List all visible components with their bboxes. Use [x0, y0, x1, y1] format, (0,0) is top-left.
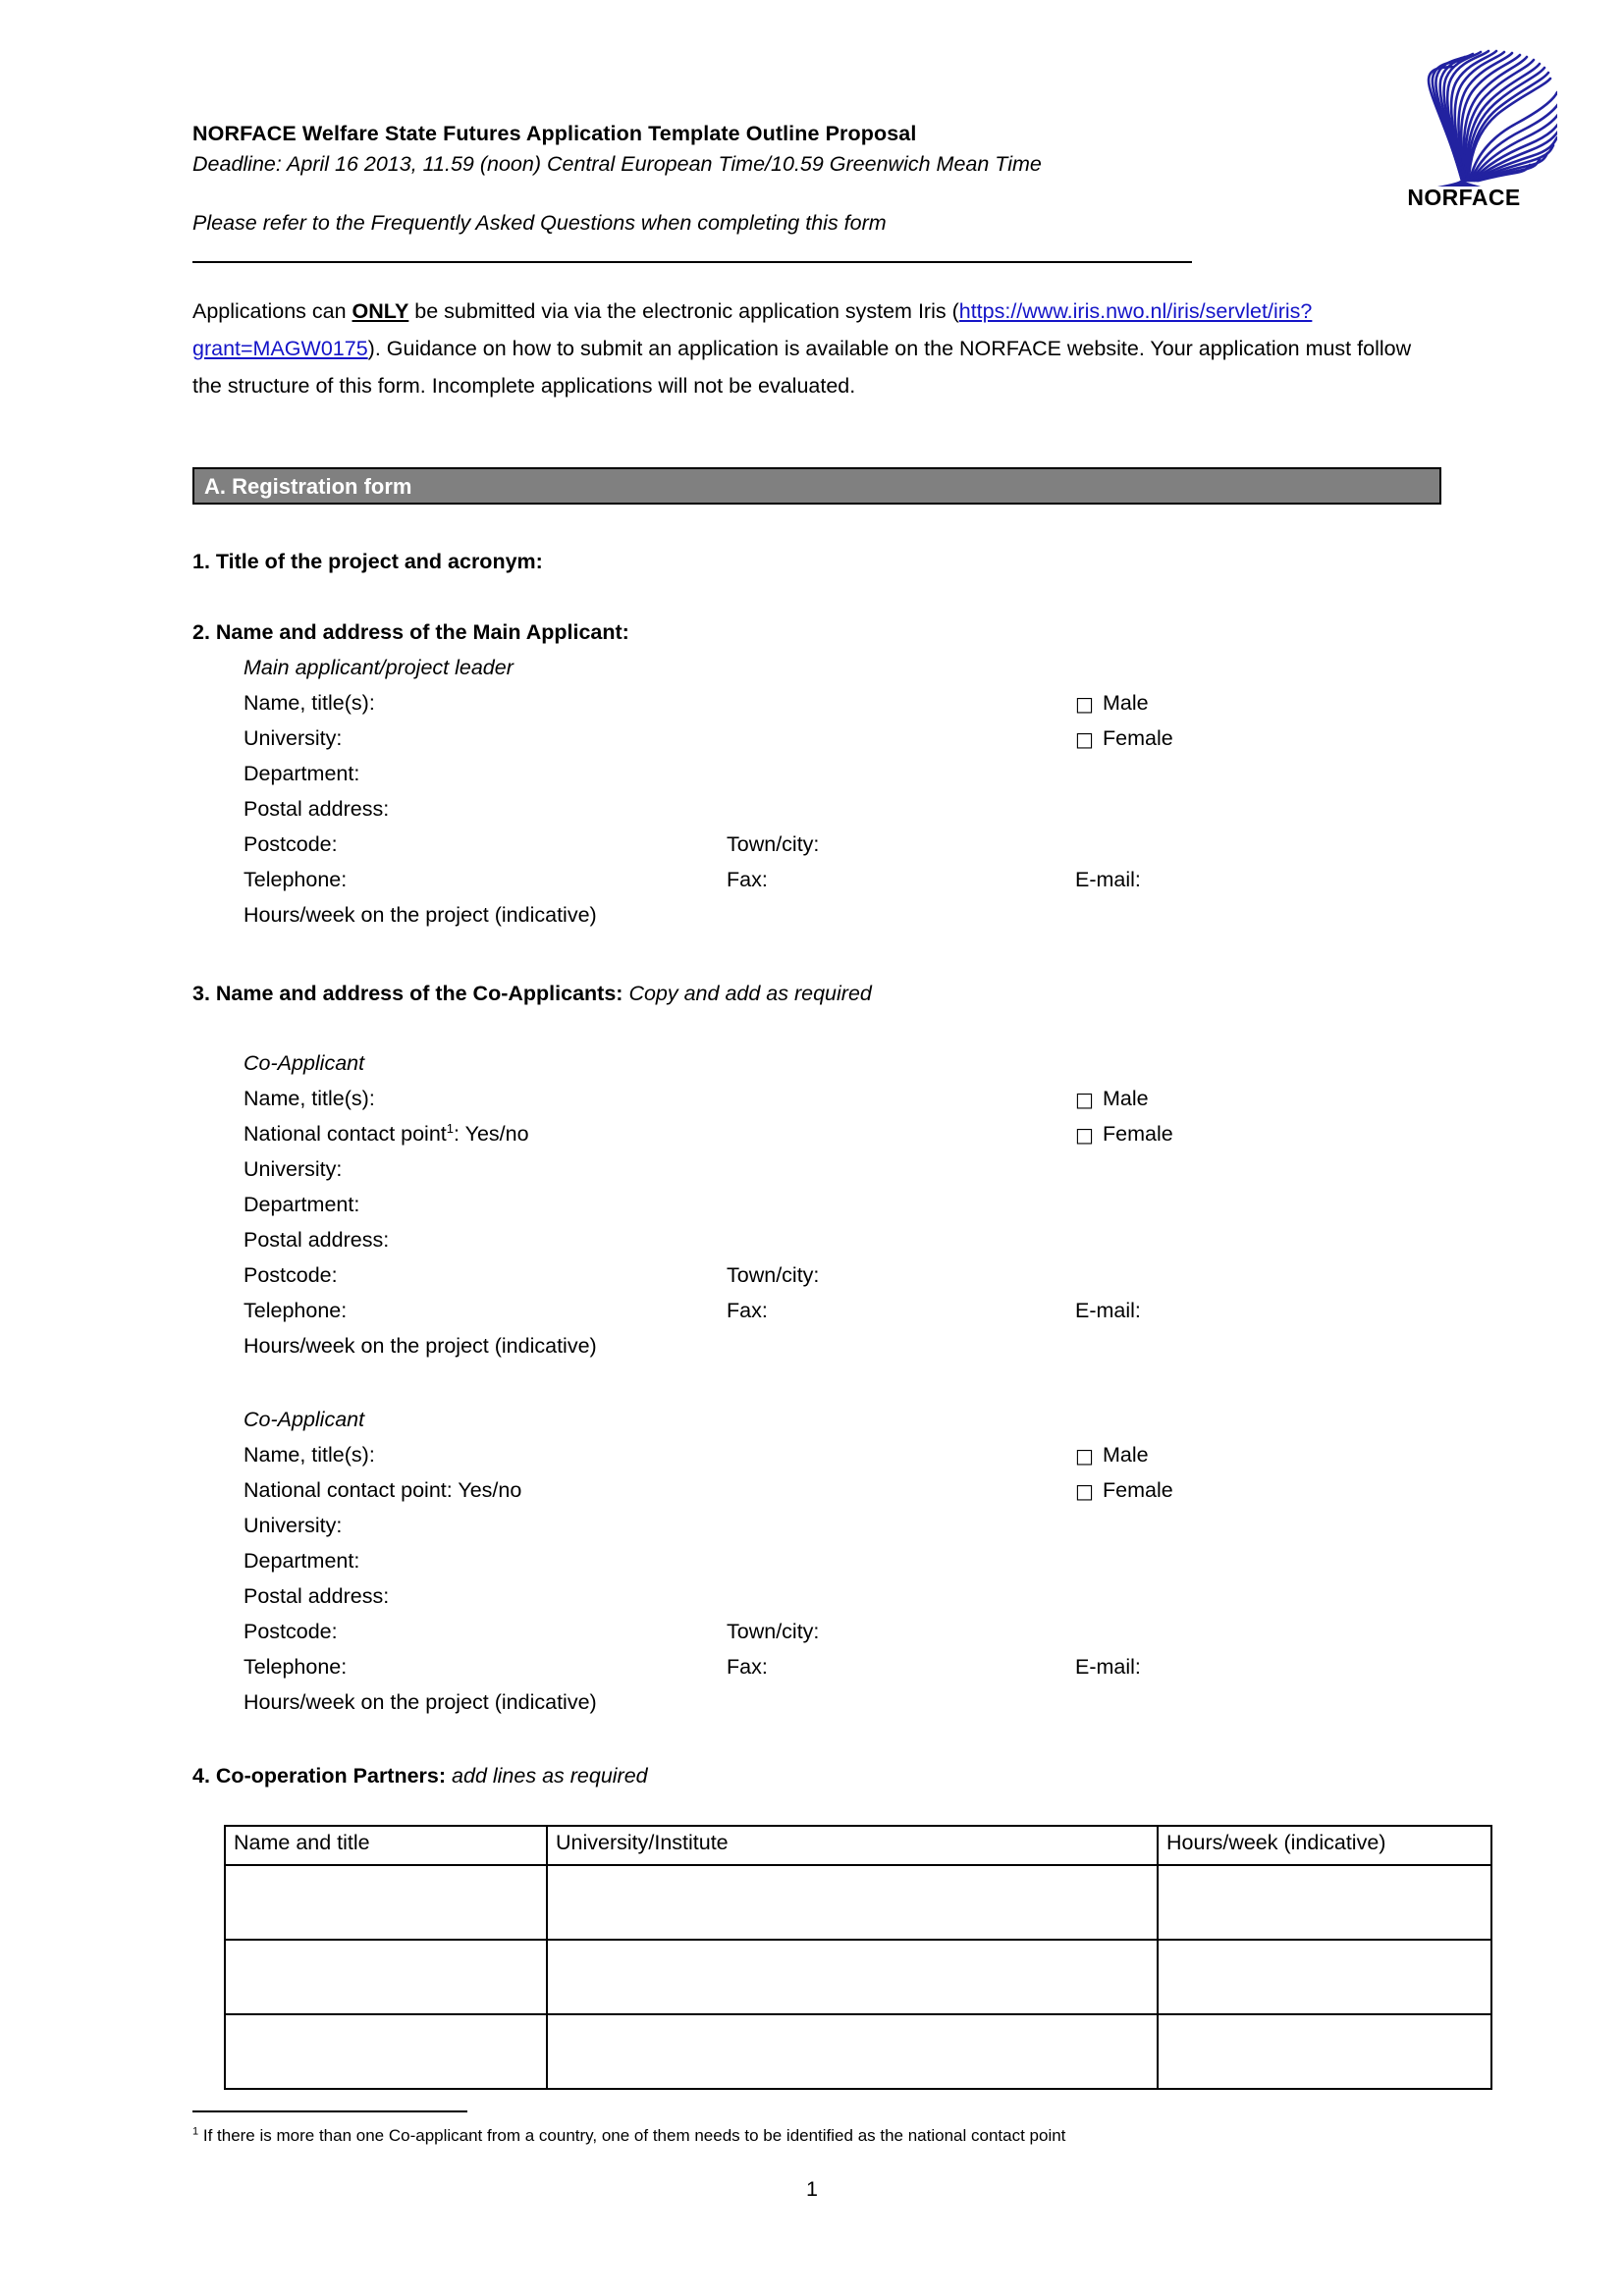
norface-wing-icon [1371, 35, 1557, 187]
item4-heading [192, 1764, 648, 1789]
coapplicant1-department-label: Department: [244, 1193, 360, 1216]
coapplicant1-fax-label: Fax: [727, 1299, 768, 1322]
coapplicant1-email-label: E-mail: [1075, 1299, 1141, 1322]
coapplicant2-department-label: Department: [244, 1549, 360, 1573]
coapplicant2-university-label: University: [244, 1514, 343, 1537]
coapplicant1-university-label: University: [244, 1157, 343, 1181]
section-a-header [192, 467, 1441, 505]
page-number: 1 [806, 2177, 818, 2201]
iris-application-link[interactable]: https://www.iris.nwo.nl/iris/servlet/iris?grant=MAGW0175 [192, 299, 1313, 360]
item2-town-label: Town/city: [727, 832, 820, 856]
coapplicant2-postal-label: Postal address: [244, 1584, 390, 1608]
table-cell-university[interactable] [547, 2014, 1158, 2089]
coapplicant2-female-checkbox[interactable]: □ [1075, 1479, 1094, 1503]
intro-text-2: be submitted via via the electronic application system Iris ( [408, 299, 959, 323]
intro-emphasis: ONLY [352, 299, 409, 323]
table-row[interactable] [225, 1865, 1491, 1940]
coapplicant2-email-label: E-mail: [1075, 1655, 1141, 1679]
item2-heading: 2. Name and address of the Main Applicant: [192, 620, 629, 644]
item2-university-label: University: [244, 726, 343, 750]
item2-female-label: Female [1103, 726, 1173, 750]
table-cell-name[interactable] [225, 1940, 547, 2014]
document-title: NORFACE Welfare State Futures Application Template Outline Proposal [192, 122, 917, 145]
table-cell-university[interactable] [547, 1940, 1158, 2014]
table-header-row [225, 1826, 1491, 1865]
item2-telephone-label: Telephone: [244, 868, 348, 891]
table-row[interactable] [225, 2014, 1491, 2089]
item2-female-checkbox[interactable]: □ [1075, 727, 1094, 751]
coapplicant1-subtitle: Co-Applicant [244, 1051, 365, 1075]
cooperation-partners-table [224, 1825, 1492, 2090]
table-row[interactable] [225, 1940, 1491, 2014]
coapplicant2-postcode-label: Postcode: [244, 1620, 338, 1643]
coapplicant2-hours-label: Hours/week on the project (indicative) [244, 1690, 597, 1714]
table-header-name: Name and title [225, 1826, 547, 1865]
coapplicant2-fax-label: Fax: [727, 1655, 768, 1679]
item2-name-label: Name, title(s): [244, 691, 375, 715]
deadline-line: Deadline: April 16 2013, 11.59 (noon) Central European Time/10.59 Greenwich Mean Time [192, 152, 1042, 176]
item4-heading-bold: 4. Co-operation Partners: [192, 1764, 447, 1788]
item2-fax-label: Fax: [727, 868, 768, 891]
norface-logo [1371, 35, 1557, 222]
coapplicant1-contact-point-post: : Yes/no [454, 1122, 529, 1146]
coapplicant1-postal-label: Postal address: [244, 1228, 390, 1252]
item2-postal-label: Postal address: [244, 797, 390, 821]
coapplicant1-town-label: Town/city: [727, 1263, 820, 1287]
coapplicant2-contact-point-label: National contact point: Yes/no [244, 1478, 522, 1502]
table-header-university: University/Institute [547, 1826, 1158, 1865]
intro-paragraph [192, 293, 1432, 404]
table-cell-hours[interactable] [1158, 1865, 1491, 1940]
coapplicant1-female-checkbox[interactable]: □ [1075, 1123, 1094, 1147]
coapplicant1-hours-label: Hours/week on the project (indicative) [244, 1334, 597, 1358]
coapplicant1-male-label: Male [1103, 1087, 1149, 1110]
intro-text-3: ). Guidance on how to submit an application is available on the NORFACE website. Your application must follow the structure of this form. Incomplete applications will not be evaluated. [192, 337, 1412, 398]
coapplicant1-footnote-marker: 1 [446, 1120, 455, 1136]
table-cell-hours[interactable] [1158, 1940, 1491, 2014]
item3-heading-bold: 3. Name and address of the Co-Applicants: [192, 982, 623, 1005]
table-cell-hours[interactable] [1158, 2014, 1491, 2089]
section-a-label: A. Registration form [204, 474, 412, 499]
footnote-body: If there is more than one Co-applicant from a country, one of them needs to be identified as the national contact point [198, 2126, 1066, 2145]
header-divider [192, 261, 1192, 263]
coapplicant1-contact-point-pre: National contact point [244, 1122, 447, 1146]
footnote-text [192, 2126, 1065, 2146]
table-cell-name[interactable] [225, 2014, 547, 2089]
coapplicant1-female-label: Female [1103, 1122, 1173, 1146]
table-cell-name[interactable] [225, 1865, 547, 1940]
footnote-marker: 1 [192, 2125, 199, 2138]
coapplicant1-telephone-label: Telephone: [244, 1299, 348, 1322]
coapplicant2-male-label: Male [1103, 1443, 1149, 1467]
coapplicant2-subtitle: Co-Applicant [244, 1408, 365, 1431]
table-cell-university[interactable] [547, 1865, 1158, 1940]
item3-heading-italic: Copy and add as required [628, 982, 872, 1005]
coapplicant2-telephone-label: Telephone: [244, 1655, 348, 1679]
item2-postcode-label: Postcode: [244, 832, 338, 856]
coapplicant1-postcode-label: Postcode: [244, 1263, 338, 1287]
coapplicant2-female-label: Female [1103, 1478, 1173, 1502]
coapplicant1-contact-point-label [244, 1122, 529, 1147]
footnote-divider [192, 2110, 467, 2112]
item4-heading-italic: add lines as required [452, 1764, 648, 1788]
item3-heading [192, 982, 872, 1006]
logo-wordmark: NORFACE [1407, 185, 1521, 210]
item2-male-checkbox[interactable]: □ [1075, 692, 1094, 716]
item2-department-label: Department: [244, 762, 360, 785]
item2-subtitle: Main applicant/project leader [244, 656, 514, 679]
coapplicant1-male-checkbox[interactable]: □ [1075, 1088, 1094, 1111]
item2-hours-label: Hours/week on the project (indicative) [244, 903, 597, 927]
item2-male-label: Male [1103, 691, 1149, 715]
item1-heading: 1. Title of the project and acronym: [192, 550, 543, 573]
item2-email-label: E-mail: [1075, 868, 1141, 891]
table-header-hours: Hours/week (indicative) [1158, 1826, 1491, 1865]
faq-note: Please refer to the Frequently Asked Questions when completing this form [192, 211, 887, 235]
intro-text-1: Applications can [192, 299, 352, 323]
coapplicant2-town-label: Town/city: [727, 1620, 820, 1643]
coapplicant2-name-label: Name, title(s): [244, 1443, 375, 1467]
coapplicant1-name-label: Name, title(s): [244, 1087, 375, 1110]
coapplicant2-male-checkbox[interactable]: □ [1075, 1444, 1094, 1468]
